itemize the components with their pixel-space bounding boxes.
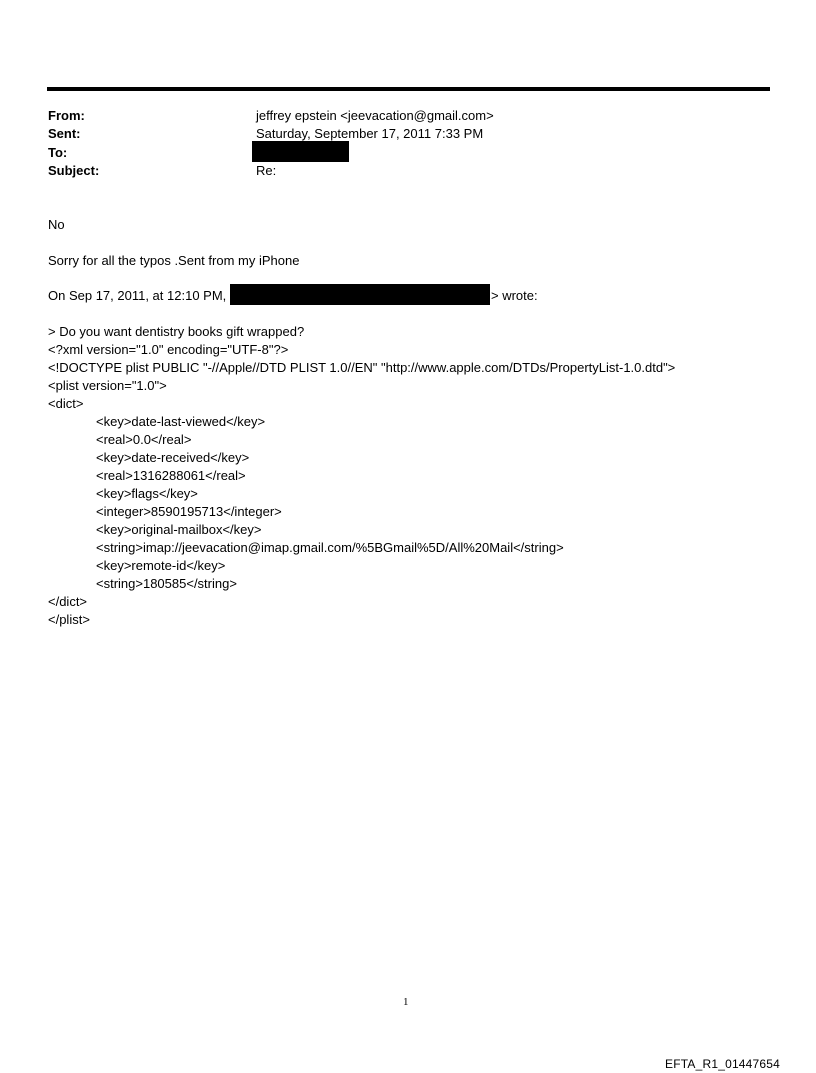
xml-line: </plist> [48, 612, 90, 627]
xml-dict-item: <key>flags</key> [96, 486, 198, 501]
quoted-line: > Do you want dentistry books gift wrapped? [48, 324, 305, 339]
subject-label: Subject: [48, 163, 100, 178]
subject-value: Re: [256, 163, 277, 178]
xml-dict-item: <key>remote-id</key> [96, 558, 226, 573]
page-number: 1 [403, 996, 409, 1008]
to-label: To: [48, 145, 68, 160]
xml-dict-item: <real>1316288061</real> [96, 468, 246, 483]
xml-dict-item: <key>date-last-viewed</key> [96, 414, 266, 429]
xml-line: <?xml version="1.0" encoding="UTF-8"?> [48, 342, 289, 357]
from-value: jeffrey epstein <jeevacation@gmail.com> [256, 108, 494, 123]
xml-line: <dict> [48, 396, 84, 411]
xml-dict-item: <integer>8590195713</integer> [96, 504, 282, 519]
xml-line: <!DOCTYPE plist PUBLIC "-//Apple//DTD PLIST 1.0//EN" "http://www.apple.com/DTDs/PropertyList-1.0.dtd"> [48, 360, 676, 375]
xml-dict-item: <real>0.0</real> [96, 432, 192, 447]
redaction-sender [230, 284, 490, 305]
sent-label: Sent: [48, 126, 81, 141]
xml-dict-item: <string>imap://jeevacation@imap.gmail.com/%5BGmail%5D/All%20Mail</string> [96, 540, 564, 555]
xml-dict-item: <string>180585</string> [96, 576, 237, 591]
header-rule [47, 87, 770, 91]
xml-dict-item: <key>date-received</key> [96, 450, 250, 465]
body-line-signature: Sorry for all the typos .Sent from my iPhone [48, 253, 300, 268]
bates-id: EFTA_R1_01447654 [665, 1057, 781, 1071]
sent-value: Saturday, September 17, 2011 7:33 PM [256, 126, 484, 141]
body-line-no: No [48, 217, 65, 232]
xml-line: <plist version="1.0"> [48, 378, 167, 393]
from-label: From: [48, 108, 85, 123]
redaction-to [252, 141, 349, 162]
xml-dict-item: <key>original-mailbox</key> [96, 522, 262, 537]
reply-attribution-prefix: On Sep 17, 2011, at 12:10 PM, [48, 288, 227, 303]
xml-line: </dict> [48, 594, 88, 609]
reply-attribution-suffix: > wrote: [491, 288, 538, 303]
